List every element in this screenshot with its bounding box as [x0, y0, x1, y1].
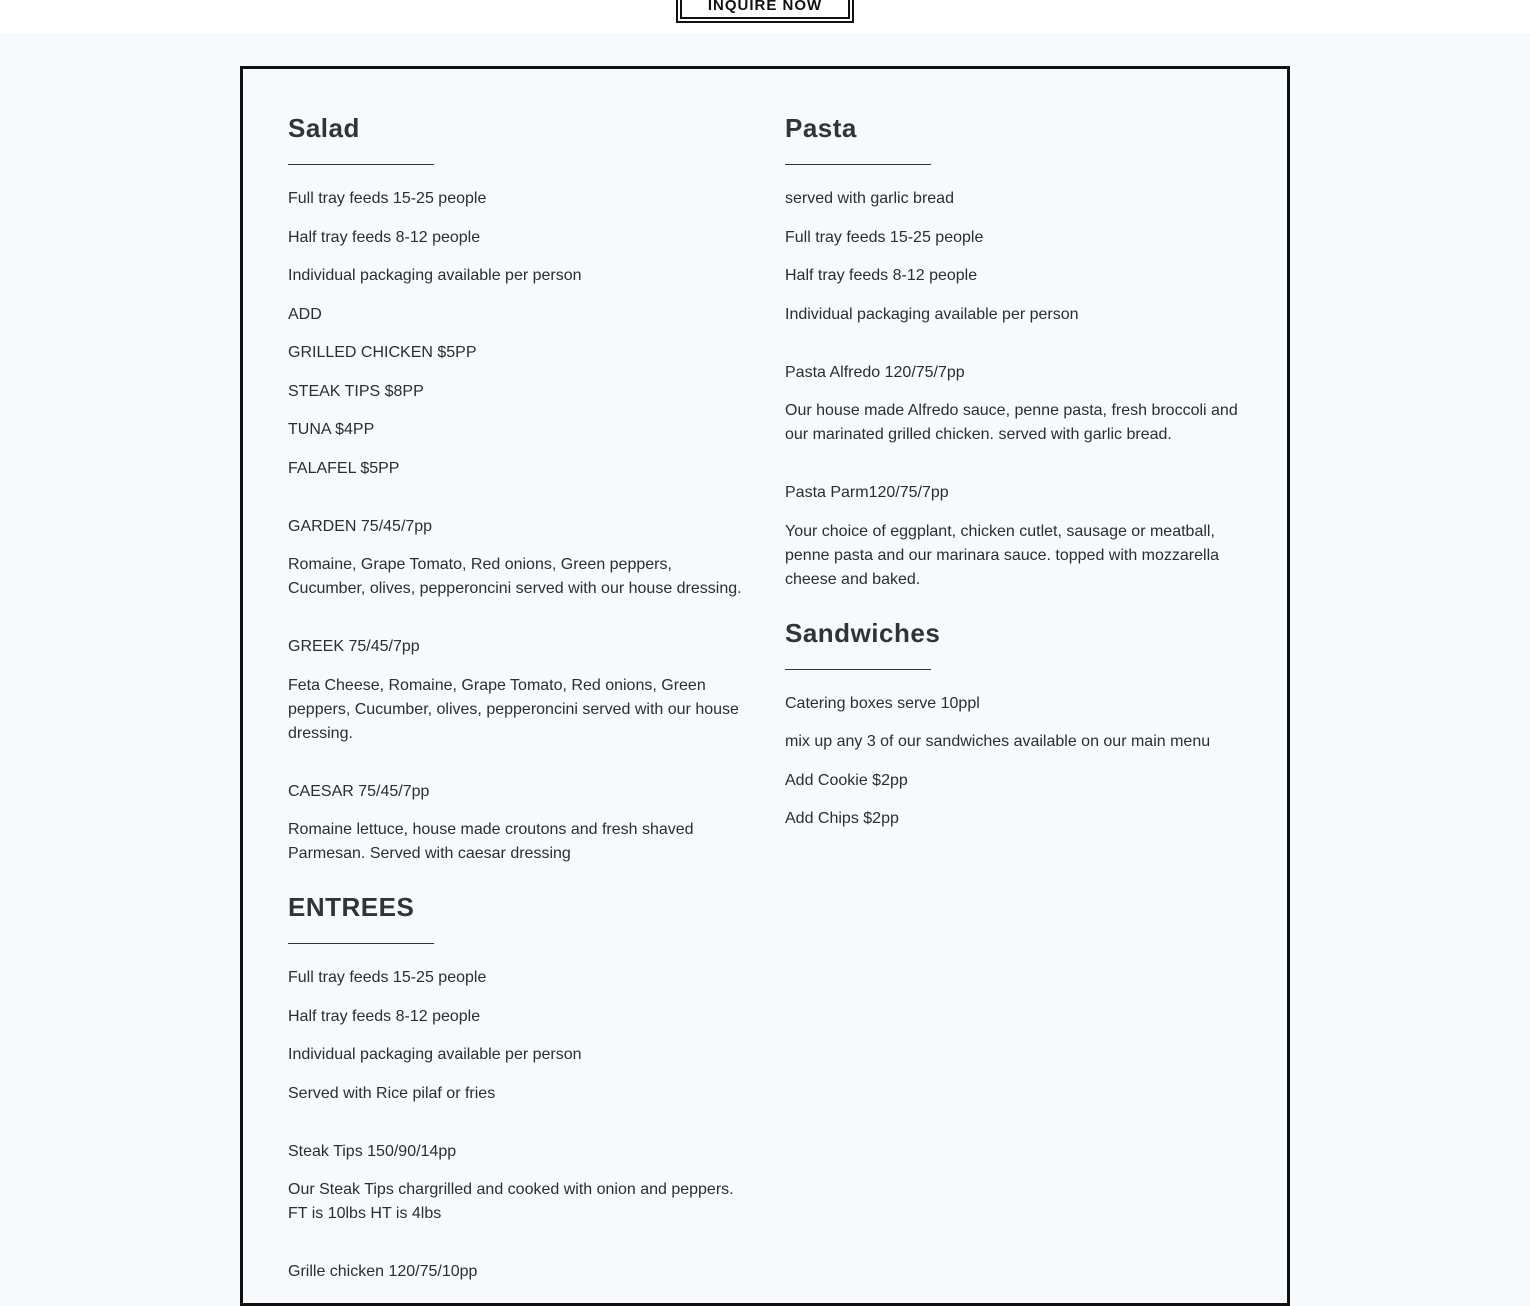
menu-item-description: Your choice of eggplant, chicken cutlet, sausage or meatball, penne pasta and our marinara sauce. topped with mozzarella cheese and baked.: [785, 522, 1220, 588]
pasta-section: [785, 109, 1240, 592]
menu-item-name: GREEK 75/45/7pp: [288, 638, 420, 655]
menu-item-name: Grille chicken 120/75/10pp: [288, 1263, 478, 1280]
pasta-divider: [785, 164, 931, 165]
menu-column-right: [785, 109, 1240, 846]
pasta-title: Pasta: [785, 113, 857, 143]
salad-divider: [288, 164, 434, 165]
menu-item-name: CAESAR 75/45/7pp: [288, 782, 430, 800]
sandwiches-addon: Add Cookie $2pp: [785, 771, 908, 789]
entrees-title: ENTREES: [288, 892, 415, 922]
inquire-now-button[interactable]: [676, 0, 854, 23]
menu-item-description: Romaine, Grape Tomato, Red onions, Green peppers, Cucumber, olives, pepperoncini served with our house dressing.: [288, 556, 742, 597]
salad-add-heading: ADD: [288, 305, 322, 323]
salad-addon: STEAK TIPS $8PP: [288, 382, 424, 400]
entrees-info-line: Individual packaging available per person: [288, 1046, 582, 1063]
sandwiches-title: Sandwiches: [785, 617, 941, 648]
entrees-info-line: Served with Rice pilaf or fries: [288, 1084, 496, 1102]
sandwiches-info-line: Catering boxes serve 10ppl: [785, 694, 980, 712]
menu-item-description: Romaine lettuce, house made croutons and fresh shaved Parmesan. Served with caesar dressing: [288, 821, 694, 862]
menu-column-left: [288, 109, 753, 1299]
sandwiches-info-line: mix up any 3 of our sandwiches available on our main menu: [785, 733, 1211, 750]
pasta-info-line: Half tray feeds 8-12 people: [785, 267, 978, 284]
entrees-info-line: Full tray feeds 15-25 people: [288, 969, 487, 986]
sandwiches-section: [785, 614, 1240, 832]
menu-item-description: Feta Cheese, Romaine, Grape Tomato, Red onions, Green peppers, Cucumber, olives, pepperoncini served with our house dressing.: [288, 676, 739, 742]
pasta-info-line: Full tray feeds 15-25 people: [785, 228, 984, 246]
salad-title: Salad: [288, 113, 360, 143]
entrees-divider: [288, 943, 434, 944]
salad-addon: FALAFEL $5PP: [288, 459, 400, 477]
salad-info-line: Individual packaging available per person: [288, 267, 582, 284]
pasta-info-line: served with garlic bread: [785, 190, 954, 207]
menu-item-name: Pasta Alfredo 120/75/7pp: [785, 363, 965, 381]
menu-item-name: GARDEN 75/45/7pp: [288, 517, 433, 535]
pasta-info-line: Individual packaging available per person: [785, 305, 1079, 323]
salad-addon: TUNA $4PP: [288, 421, 375, 438]
salad-info-line: Half tray feeds 8-12 people: [288, 228, 481, 246]
entrees-section: [288, 888, 753, 1284]
menu-item-name: Pasta Parm120/75/7pp: [785, 484, 949, 501]
entrees-info-line: Half tray feeds 8-12 people: [288, 1007, 481, 1025]
menu-item-description: Our Steak Tips chargrilled and cooked with onion and peppers. FT is 10lbs HT is 4lbs: [288, 1181, 734, 1222]
catering-menu-card: [240, 66, 1290, 1306]
salad-addon: GRILLED CHICKEN $5PP: [288, 344, 477, 361]
salad-section: [288, 109, 753, 866]
sandwiches-addon: Add Chips $2pp: [785, 810, 899, 827]
sandwiches-divider: [785, 669, 931, 670]
top-bar: [0, 0, 1530, 33]
salad-info-line: Full tray feeds 15-25 people: [288, 190, 487, 207]
inquire-now-label: INQUIRE NOW: [680, 0, 850, 19]
menu-item-name: Steak Tips 150/90/14pp: [288, 1142, 457, 1160]
menu-item-description: Our house made Alfredo sauce, penne pasta, fresh broccoli and our marinated grilled chicken. served with garlic bread.: [785, 402, 1238, 443]
